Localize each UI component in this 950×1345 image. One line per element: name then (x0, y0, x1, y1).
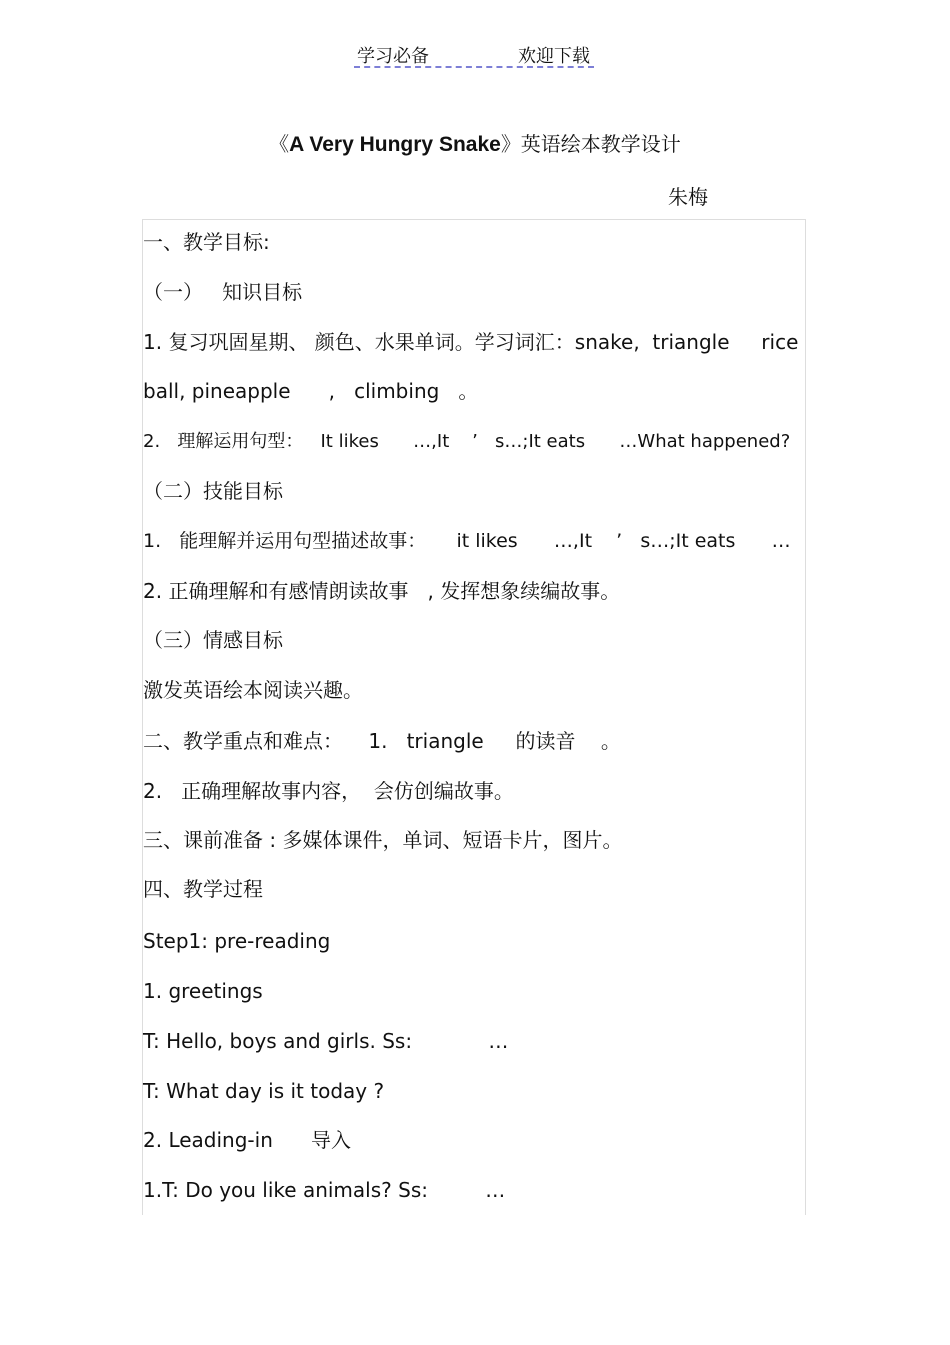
body-line: 1. greetings (143, 979, 263, 1003)
body-line: （一） 知识目标 (143, 280, 303, 304)
body-line: 激发英语绘本阅读兴趣。 (143, 678, 363, 702)
body-line: 2. 正确理解和有感情朗读故事 , 发挥想象续编故事。 (143, 579, 621, 603)
body-line: T: Hello, boys and girls. Ss: … (143, 1029, 509, 1053)
body-line: 1. 能理解并运用句型描述故事： it likes …,It ’ s…;It eats … (143, 530, 791, 552)
body-line: 1.T: Do you like animals? Ss: … (143, 1178, 506, 1202)
body-line: ball, pineapple , climbing 。 (143, 379, 479, 403)
header-left-text: 学习必备 (357, 46, 429, 67)
body-line: 三、课前准备 : 多媒体课件，单词、短语卡片，图片。 (143, 828, 623, 852)
page-header (354, 40, 594, 68)
title-close: 》英语绘本教学设计 (500, 132, 681, 156)
body-line: 二、教学重点和难点： 1. triangle 的读音 。 (143, 729, 621, 753)
content-frame (142, 219, 806, 1215)
header-right-text: 欢迎下载 (518, 46, 590, 67)
body-line: 1. 复习巩固星期、 颜色、水果单词。学习词汇：snake, triangle rice (143, 330, 799, 354)
body-line: T: What day is it today ? (143, 1079, 385, 1103)
body-line: （三）情感目标 (143, 628, 283, 652)
body-line: Step1: pre-reading (143, 929, 331, 953)
title-open: 《 (269, 132, 290, 156)
body-line: 2. Leading-in 导入 (143, 1128, 352, 1152)
title-english: A Very Hungry Snake (289, 133, 501, 156)
body-line: 2. 正确理解故事内容， 会仿创编故事。 (143, 779, 514, 803)
body-line: 四、教学过程 (143, 877, 263, 901)
body-line: 一、教学目标: (143, 230, 270, 254)
body-line: （二）技能目标 (143, 479, 283, 503)
author-name: 朱梅 (668, 185, 708, 209)
document-title (0, 128, 950, 157)
body-line: 2. 理解运用句型： It likes …,It ’ s…;It eats …What happened? (143, 431, 791, 452)
